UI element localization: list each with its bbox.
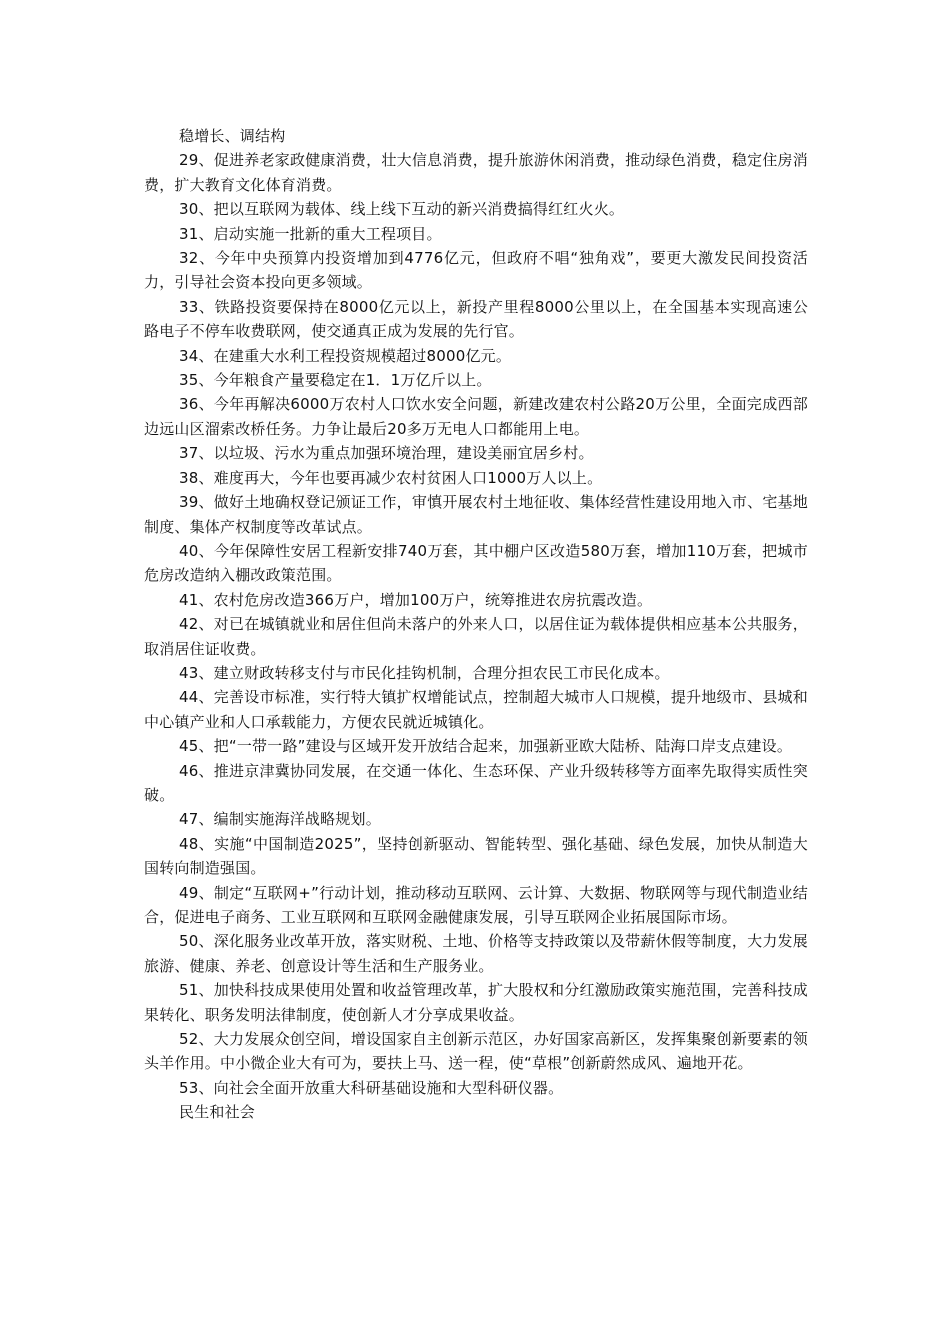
paragraph-37: 37、以垃圾、污水为重点加强环境治理，建设美丽宜居乡村。 [179,444,594,463]
paragraph-36: 36、今年再解决6000万农村人口饮水安全问题，新建改建农村公路20万公里，全面完成西部边远山区溜索改桥任务。力争让最后20多万无电人口都能用上电。 [144,395,808,438]
paragraph-50: 50、深化服务业改革开放，落实财税、土地、价格等支持政策以及带薪休假等制度，大力发展旅游、健康、养老、创意设计等生活和生产服务业。 [144,932,808,975]
paragraph-41: 41、农村危房改造366万户，增加100万户，统筹推进农房抗震改造。 [179,590,653,609]
paragraph-44: 44、完善设市标准，实行特大镇扩权增能试点，控制超大城市人口规模，提升地级市、县城和中心镇产业和人口承载能力，方便农民就近城镇化。 [144,688,808,731]
paragraph-34: 34、在建重大水利工程投资规模超过8000亿元。 [179,346,512,365]
paragraph-35: 35、今年粮食产量要稳定在1．1万亿斤以上。 [179,371,492,390]
paragraph-33: 33、铁路投资要保持在8000亿元以上，新投产里程8000公里以上，在全国基本实现高速公路电子不停车收费联网，使交通真正成为发展的先行官。 [144,297,808,341]
paragraph-46: 46、推进京津冀协同发展，在交通一体化、生态环保、产业升级转移等方面率先取得实质性突破。 [144,761,808,804]
paragraph-53: 53、向社会全面开放重大科研基础设施和大型科研仪器。 [179,1078,564,1097]
paragraph-31: 31、启动实施一批新的重大工程项目。 [179,224,442,243]
paragraph-40: 40、今年保障性安居工程新安排740万套，其中棚户区改造580万套，增加110万套，把城市危房改造纳入棚改政策范围。 [144,541,808,585]
paragraph-43: 43、建立财政转移支付与市民化挂钩机制，合理分担农民工市民化成本。 [179,663,670,682]
paragraph-42: 42、对已在城镇就业和居住但尚未落户的外来人口，以居住证为载体提供相应基本公共服务，取消居住证收费。 [144,615,808,658]
paragraph-45: 45、把“一带一路”建设与区域开发开放结合起来，加强新亚欧大陆桥、陆海口岸支点建设。 [179,737,793,756]
paragraph-38: 38、难度再大，今年也要再减少农村贫困人口1000万人以上。 [179,468,603,487]
paragraph-32: 32、今年中央预算内投资增加到4776亿元，但政府不唱“独角戏”，要更大激发民间投资活力，引导社会资本投向更多领域。 [144,249,808,292]
paragraph-52: 52、大力发展众创空间，增设国家自主创新示范区，办好国家高新区，发挥集聚创新要素的领头羊作用。中小微企业大有可为，要扶上马、送一程，使“草根”创新蔚然成风、遍地开花。 [144,1030,808,1073]
section-heading: 民生和社会 [179,1103,256,1122]
paragraph-47: 47、编制实施海洋战略规划。 [179,810,381,829]
paragraph-51: 51、加快科技成果使用处置和收益管理改革，扩大股权和分红激励政策实施范围，完善科技成果转化、职务发明法律制度，使创新人才分享成果收益。 [144,981,808,1024]
paragraph-30: 30、把以互联网为载体、线上线下互动的新兴消费搞得红红火火。 [179,200,625,219]
paragraph-39: 39、做好土地确权登记颁证工作，审慎开展农村土地征收、集体经营性建设用地入市、宅基地制度、集体产权制度等改革试点。 [144,493,808,536]
section-heading: 稳增长、调结构 [179,127,286,145]
document-body [144,124,808,1125]
paragraph-29: 29、促进养老家政健康消费，壮大信息消费，提升旅游休闲消费，推动绿色消费，稳定住房消费，扩大教育文化体育消费。 [144,151,808,194]
paragraph-49: 49、制定“互联网+”行动计划，推动移动互联网、云计算、大数据、物联网等与现代制造业结合，促进电子商务、工业互联网和互联网金融健康发展，引导互联网企业拓展国际市场。 [144,883,808,926]
paragraph-48: 48、实施“中国制造2025”，坚持创新驱动、智能转型、强化基础、绿色发展，加快从制造大国转向制造强国。 [144,834,808,878]
